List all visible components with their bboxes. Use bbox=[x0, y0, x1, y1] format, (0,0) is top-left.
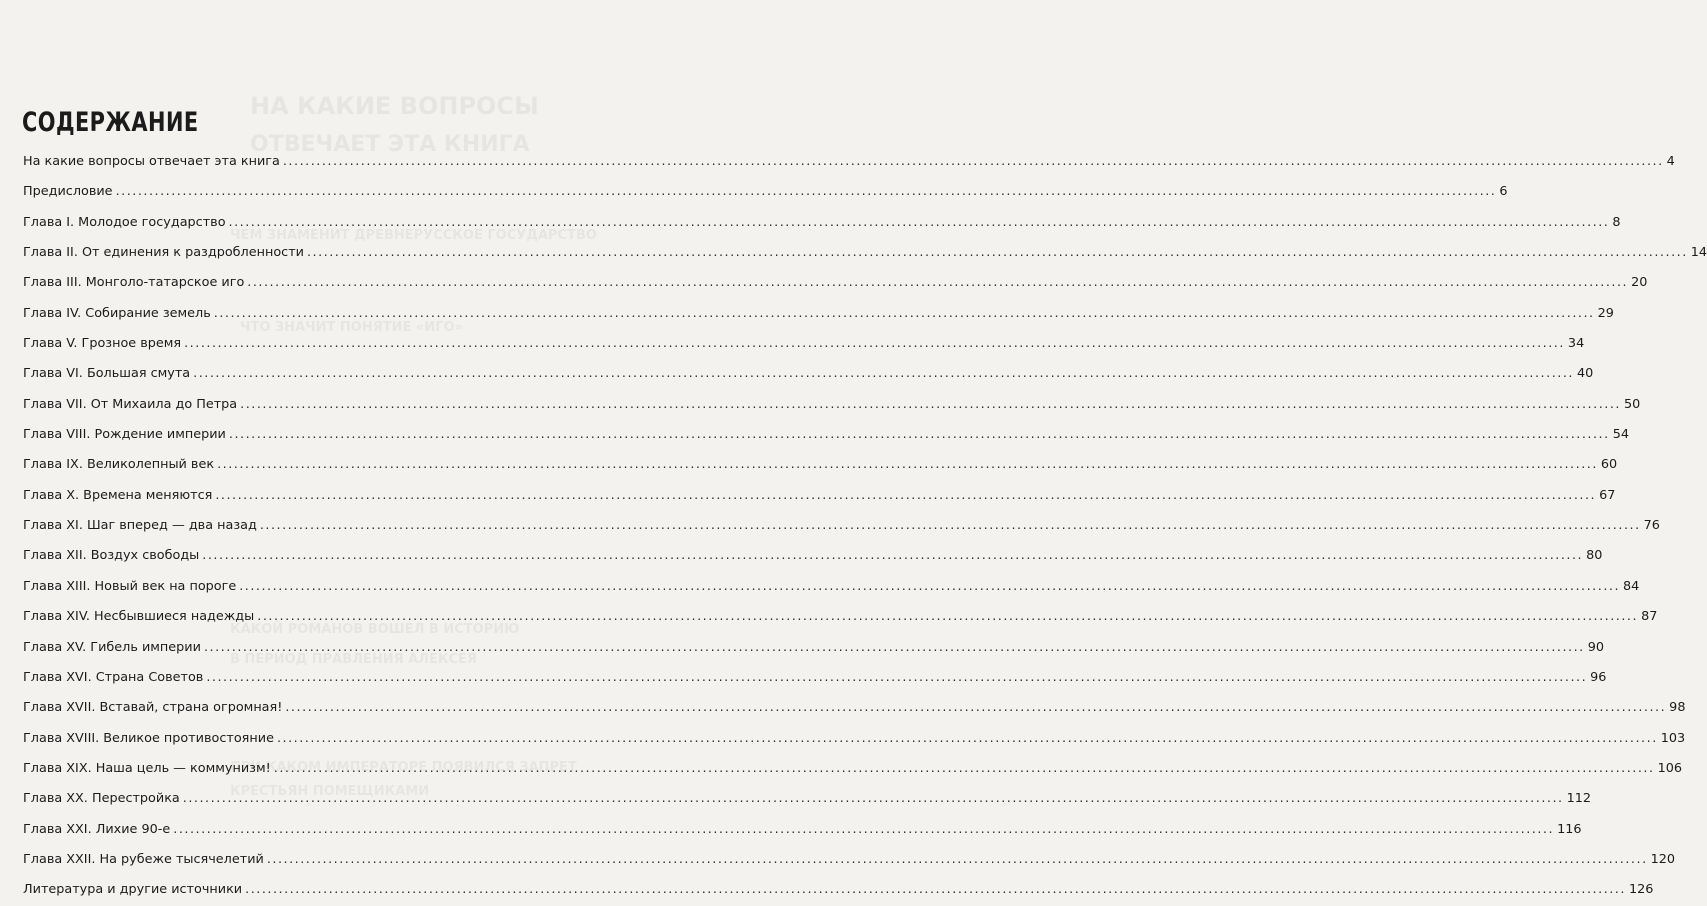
toc-entry-page-number: 6 bbox=[1499, 184, 1508, 200]
toc-entry-page-number: 112 bbox=[1566, 791, 1592, 807]
toc-entry-title: Глава IV. Собирание земель bbox=[23, 305, 211, 321]
toc-entry-title: Литература и другие источники bbox=[23, 882, 243, 898]
dot-leader bbox=[183, 784, 1564, 814]
dot-leader bbox=[267, 845, 1648, 875]
toc-entry[interactable] bbox=[23, 177, 1508, 207]
toc-entry-page-number: 96 bbox=[1590, 669, 1607, 685]
toc-entry[interactable] bbox=[23, 724, 1686, 754]
toc-entry-page-number: 50 bbox=[1623, 396, 1641, 412]
toc-entry-title: Предисловие bbox=[23, 184, 113, 200]
toc-entry[interactable] bbox=[23, 481, 1616, 511]
dot-leader bbox=[260, 511, 1641, 541]
toc-entry[interactable] bbox=[23, 208, 1621, 238]
toc-entry-page-number: 76 bbox=[1643, 518, 1660, 534]
toc-entry-title: Глава XVI. Страна Советов bbox=[23, 669, 204, 685]
toc-entry[interactable] bbox=[23, 693, 1686, 723]
toc-entry-page-number: 14 bbox=[1690, 245, 1707, 261]
toc-entry[interactable] bbox=[23, 541, 1603, 571]
dot-leader bbox=[215, 481, 1596, 511]
toc-entry[interactable] bbox=[23, 572, 1640, 602]
dot-leader bbox=[184, 329, 1565, 359]
toc-entry-title: Глава VII. От Михаила до Петра bbox=[23, 396, 238, 412]
toc-entry-title: Глава XXI. Лихие 90-е bbox=[23, 821, 171, 837]
toc-entry-title: Глава I. Молодое государство bbox=[23, 214, 226, 230]
toc-entry-title: Глава XV. Гибель империи bbox=[23, 639, 201, 655]
toc-entry-title: Глава III. Монголо-татарское иго bbox=[23, 275, 245, 291]
toc-entry[interactable] bbox=[23, 359, 1594, 389]
toc-entry-page-number: 116 bbox=[1557, 821, 1582, 837]
toc-entry[interactable] bbox=[23, 875, 1654, 905]
toc-entry-page-number: 90 bbox=[1587, 639, 1605, 655]
toc-entry[interactable] bbox=[23, 420, 1629, 450]
dot-leader bbox=[204, 633, 1585, 663]
show-through-background: НА КАКИЕ ВОПРОСЫ ОТВЕЧАЕТ ЭТА КНИГА ЧЕМ ЗНАМЕНИТ ДРЕВНЕРУССКОЕ ГОСУДАРСТВО ЧТО ЗНАЧИТ ПОНЯТИЕ «ИГО» КАКОЙ РОМАНОВ ВОШЕЛ В ИСТОРИЮ В ПЕРИОД ПРАВЛЕНИЯ АЛЕКСЕЯ ПРИ КАКОМ ИМПЕРАТОРЕ ПОЯВИЛСЯ ЗАПРЕТ КРЕСТЬЯН ПОМЕЩИКАМИ bbox=[230, 92, 597, 799]
toc-entry-page-number: 8 bbox=[1612, 214, 1621, 230]
toc-entry-page-number: 67 bbox=[1599, 487, 1616, 503]
toc-entry-title: Глава XIX. Наша цель — коммунизм! bbox=[23, 760, 271, 776]
dot-leader bbox=[193, 359, 1574, 389]
toc-entry[interactable] bbox=[23, 390, 1641, 420]
toc-entry[interactable] bbox=[23, 663, 1607, 693]
toc-entry[interactable] bbox=[23, 754, 1683, 784]
toc-entry-title: Глава XIII. Новый век на пороге bbox=[23, 578, 237, 594]
dot-leader bbox=[229, 208, 1610, 238]
toc-entry-page-number: 20 bbox=[1631, 275, 1648, 291]
toc-entry-page-number: 4 bbox=[1666, 154, 1675, 169]
toc-entry-title: На какие вопросы отвечает эта книга bbox=[23, 154, 280, 169]
toc-entry-page-number: 54 bbox=[1612, 427, 1629, 443]
toc-entry[interactable] bbox=[23, 329, 1585, 359]
toc-entry[interactable] bbox=[23, 238, 1707, 268]
dot-leader bbox=[217, 450, 1598, 480]
toc-entry-page-number: 40 bbox=[1576, 366, 1594, 382]
dot-leader bbox=[274, 754, 1655, 784]
dot-leader bbox=[257, 602, 1638, 632]
toc-entry-title: Глава XXII. На рубеже тысячелетий bbox=[23, 851, 264, 867]
dot-leader bbox=[307, 238, 1688, 268]
toc-entry-title: Глава V. Грозное время bbox=[23, 336, 182, 352]
toc-entry-title: Глава XI. Шаг вперед — два назад bbox=[23, 518, 257, 534]
toc-entry-page-number: 84 bbox=[1623, 578, 1640, 594]
toc-entry[interactable] bbox=[23, 511, 1660, 541]
dot-leader bbox=[245, 875, 1626, 905]
toc-entry-title: Глава XII. Воздух свободы bbox=[23, 548, 200, 564]
toc-entry-title: Глава XVII. Вставай, страна огромная! bbox=[23, 700, 283, 716]
toc-entry-title: Глава XVIII. Великое противостояние bbox=[23, 730, 274, 746]
dot-leader bbox=[229, 420, 1610, 450]
toc-entry-page-number: 98 bbox=[1669, 700, 1686, 716]
toc-entry-title: Глава X. Времена меняются bbox=[23, 487, 213, 503]
toc-entry-title: Глава II. От единения к раздробленности bbox=[23, 245, 304, 261]
toc-entry-page-number: 60 bbox=[1600, 457, 1618, 473]
toc-entry-page-number: 126 bbox=[1628, 882, 1654, 898]
toc-entry-page-number: 106 bbox=[1657, 760, 1683, 776]
toc-entry-title: Глава XIV. Несбывшиеся надежды bbox=[23, 609, 255, 625]
dot-leader bbox=[247, 268, 1628, 298]
toc-entry[interactable] bbox=[23, 602, 1658, 632]
dot-leader bbox=[202, 541, 1583, 571]
dot-leader bbox=[214, 299, 1595, 329]
toc-entry-page-number: 103 bbox=[1660, 730, 1686, 746]
toc-entry-page-number: 29 bbox=[1597, 305, 1614, 321]
table-of-contents bbox=[23, 147, 1707, 906]
dot-leader bbox=[173, 815, 1554, 845]
dot-leader bbox=[285, 693, 1666, 723]
page-title: СОДЕРЖАНИЕ bbox=[22, 107, 199, 139]
toc-entry[interactable] bbox=[23, 450, 1618, 480]
toc-entry-title: Глава IX. Великолепный век bbox=[23, 457, 215, 473]
toc-entry[interactable] bbox=[23, 784, 1592, 814]
toc-entry-page-number: 120 bbox=[1650, 851, 1676, 867]
toc-entry-page-number: 80 bbox=[1586, 548, 1603, 564]
toc-entry-title: Глава XX. Перестройка bbox=[23, 791, 180, 807]
toc-entry[interactable] bbox=[23, 299, 1614, 329]
dot-leader bbox=[277, 724, 1658, 754]
toc-entry-page-number: 34 bbox=[1567, 336, 1585, 352]
dot-leader bbox=[206, 663, 1587, 693]
dot-leader bbox=[116, 177, 1497, 207]
toc-entry-title: Глава VI. Большая смута bbox=[23, 366, 191, 382]
toc-entry[interactable] bbox=[23, 815, 1582, 845]
toc-entry[interactable] bbox=[23, 845, 1676, 875]
toc-entry-page-number: 87 bbox=[1641, 609, 1658, 625]
toc-entry[interactable] bbox=[23, 268, 1648, 298]
toc-entry[interactable] bbox=[23, 633, 1605, 663]
toc-entry[interactable] bbox=[23, 147, 1675, 177]
dot-leader bbox=[239, 572, 1620, 602]
dot-leader bbox=[283, 147, 1664, 177]
dot-leader bbox=[240, 390, 1621, 420]
toc-entry-title: Глава VIII. Рождение империи bbox=[23, 427, 226, 443]
